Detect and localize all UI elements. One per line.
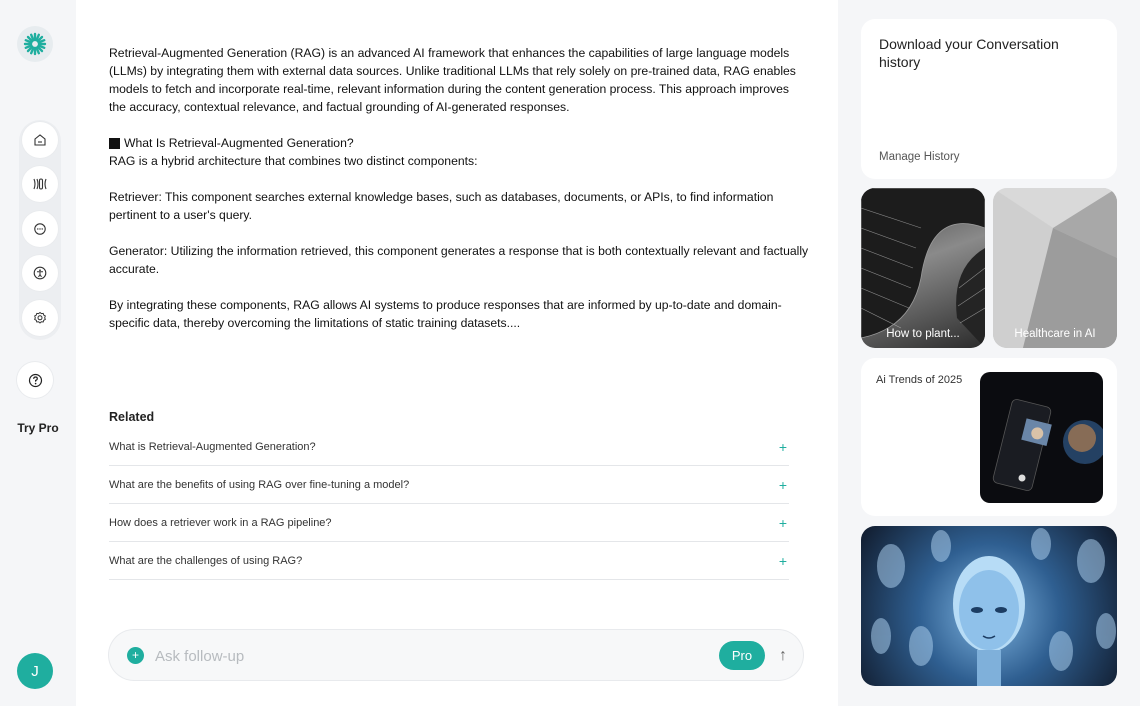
left-rail (0, 0, 76, 706)
ai-trends-image (980, 372, 1103, 503)
related-title: Related (109, 410, 155, 424)
right-panel (838, 0, 1140, 706)
plus-icon[interactable]: + (778, 552, 787, 569)
plus-icon[interactable]: + (778, 514, 787, 531)
accessibility-icon (33, 266, 47, 280)
related-item-text: What are the challenges of using RAG? (109, 554, 303, 567)
nav-discover-button[interactable] (22, 166, 58, 202)
avatar[interactable]: J (17, 653, 53, 689)
robot-head-image (861, 526, 1117, 686)
sparkle-logo-icon (23, 32, 47, 56)
answer-heading (109, 134, 809, 152)
ai-trends-title: Ai Trends of 2025 (876, 374, 963, 386)
architecture-image (861, 188, 985, 348)
answer-subintro: RAG is a hybrid architecture that combines two distinct components: (109, 154, 478, 168)
manage-history-link[interactable]: Manage History (879, 151, 960, 163)
answer-intro: Retrieval-Augmented Generation (RAG) is an advanced AI framework that enhances the capabilities of large language models (LLMs) by integrating them with external data sources. Unlike traditional LLMs that rely solely on pre-trained data, RAG enables models to fetch and incorporate real-time, relevant information during the content generation process. This approach improves the accuracy, contextual relevance, and factual grounding of AI-generated responses. (109, 46, 796, 114)
square-bullet-icon (109, 138, 120, 149)
help-button[interactable] (17, 362, 53, 398)
phone-ai-image (980, 372, 1103, 503)
nav-accessibility-button[interactable] (22, 255, 58, 291)
related-item[interactable] (109, 466, 789, 504)
settings-icon (33, 311, 47, 325)
tile-caption: How to plant... (886, 328, 960, 340)
history-title: Download your Conversation history (879, 36, 1059, 70)
plus-icon[interactable]: + (778, 438, 787, 455)
follow-up-input[interactable] (153, 643, 697, 669)
home-icon (33, 133, 47, 147)
history-card[interactable] (861, 19, 1117, 179)
tile-how-to-plant[interactable] (861, 188, 985, 348)
ai-trends-card[interactable] (861, 358, 1117, 516)
ask-follow-up-bar (109, 630, 803, 680)
answer-conclusion: By integrating these components, RAG allows AI systems to produce responses that are informed by up-to-date and domain-specific data, thereby overcoming the limitations of static training datasets.... (109, 298, 782, 330)
add-icon[interactable]: + (127, 647, 144, 664)
tile-healthcare-in-ai[interactable] (993, 188, 1117, 348)
answer-retriever: Retriever: This component searches external knowledge bases, such as databases, documents, or APIs, to find information pertinent to a user's query. (109, 190, 774, 222)
logo[interactable] (17, 26, 53, 62)
discover-icon (32, 177, 48, 191)
nav-settings-button[interactable] (22, 300, 58, 336)
related-item[interactable] (109, 542, 789, 580)
answer-heading-text: What Is Retrieval-Augmented Generation? (124, 136, 354, 150)
related-item[interactable] (109, 504, 789, 542)
answer-body (109, 44, 809, 350)
help-icon (28, 373, 43, 388)
try-pro-link[interactable]: Try Pro (17, 421, 59, 435)
related-item-text: What are the benefits of using RAG over fine-tuning a model? (109, 478, 410, 491)
related-list (109, 428, 789, 580)
related-item-text: How does a retriever work in a RAG pipeline? (109, 516, 332, 529)
send-arrow-icon[interactable]: ↑ (779, 647, 787, 664)
tile-caption: Healthcare in AI (1014, 328, 1096, 340)
related-item[interactable] (109, 428, 789, 466)
nav-home-button[interactable] (22, 122, 58, 158)
abstract-image (993, 188, 1117, 348)
answer-generator: Generator: Utilizing the information retrieved, this component generates a response that is both contextually relevant and factually accurate. (109, 244, 809, 276)
robot-image-tile[interactable] (861, 526, 1117, 686)
nav-chat-button[interactable] (22, 211, 58, 247)
chat-icon (33, 222, 47, 236)
main-content (76, 0, 838, 706)
pro-toggle-button[interactable]: Pro (719, 641, 765, 670)
related-item-text: What is Retrieval-Augmented Generation? (109, 440, 316, 453)
plus-icon[interactable]: + (778, 476, 787, 493)
